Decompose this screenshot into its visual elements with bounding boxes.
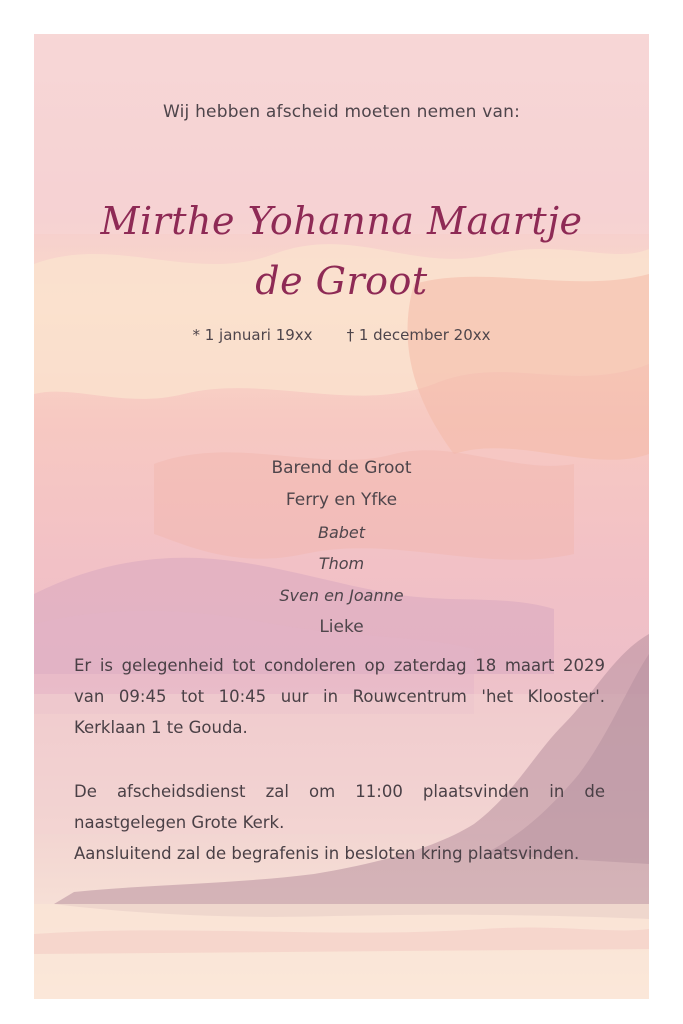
deceased-name-line2: de Groot (255, 259, 428, 303)
birth-date: * 1 januari 19xx (192, 326, 313, 344)
service-text-line1: De afscheidsdienst zal om 11:00 plaatsvinden in de naastgelegen Grote Kerk. (74, 782, 605, 832)
death-date: † 1 december 20xx (346, 326, 491, 344)
service-paragraph (74, 776, 605, 869)
family-member-1: Barend de Groot (271, 458, 412, 478)
life-dates (34, 326, 649, 344)
intro-text: Wij hebben afscheid moeten nemen van: (162, 102, 521, 122)
announcement-card (34, 34, 649, 999)
family-member-2: Ferry en Yfke (285, 490, 398, 510)
family-member-3: Babet (317, 523, 366, 542)
family-member-4: Thom (318, 554, 365, 573)
deceased-name-line1: Mirthe Yohanna Maartje (100, 199, 583, 243)
condolence-paragraph (74, 650, 605, 743)
condolence-text: Er is gelegenheid tot condoleren op zaterdag 18 maart 2029 van 09:45 tot 10:45 uur in Rouwcentrum 'het Klooster'. Kerklaan 1 te Gouda. (74, 656, 605, 737)
service-text-line2: Aansluitend zal de begrafenis in besloten kring plaatsvinden. (74, 844, 580, 863)
family-member-5: Sven en Joanne (279, 586, 404, 605)
family-member-6: Lieke (319, 617, 364, 637)
